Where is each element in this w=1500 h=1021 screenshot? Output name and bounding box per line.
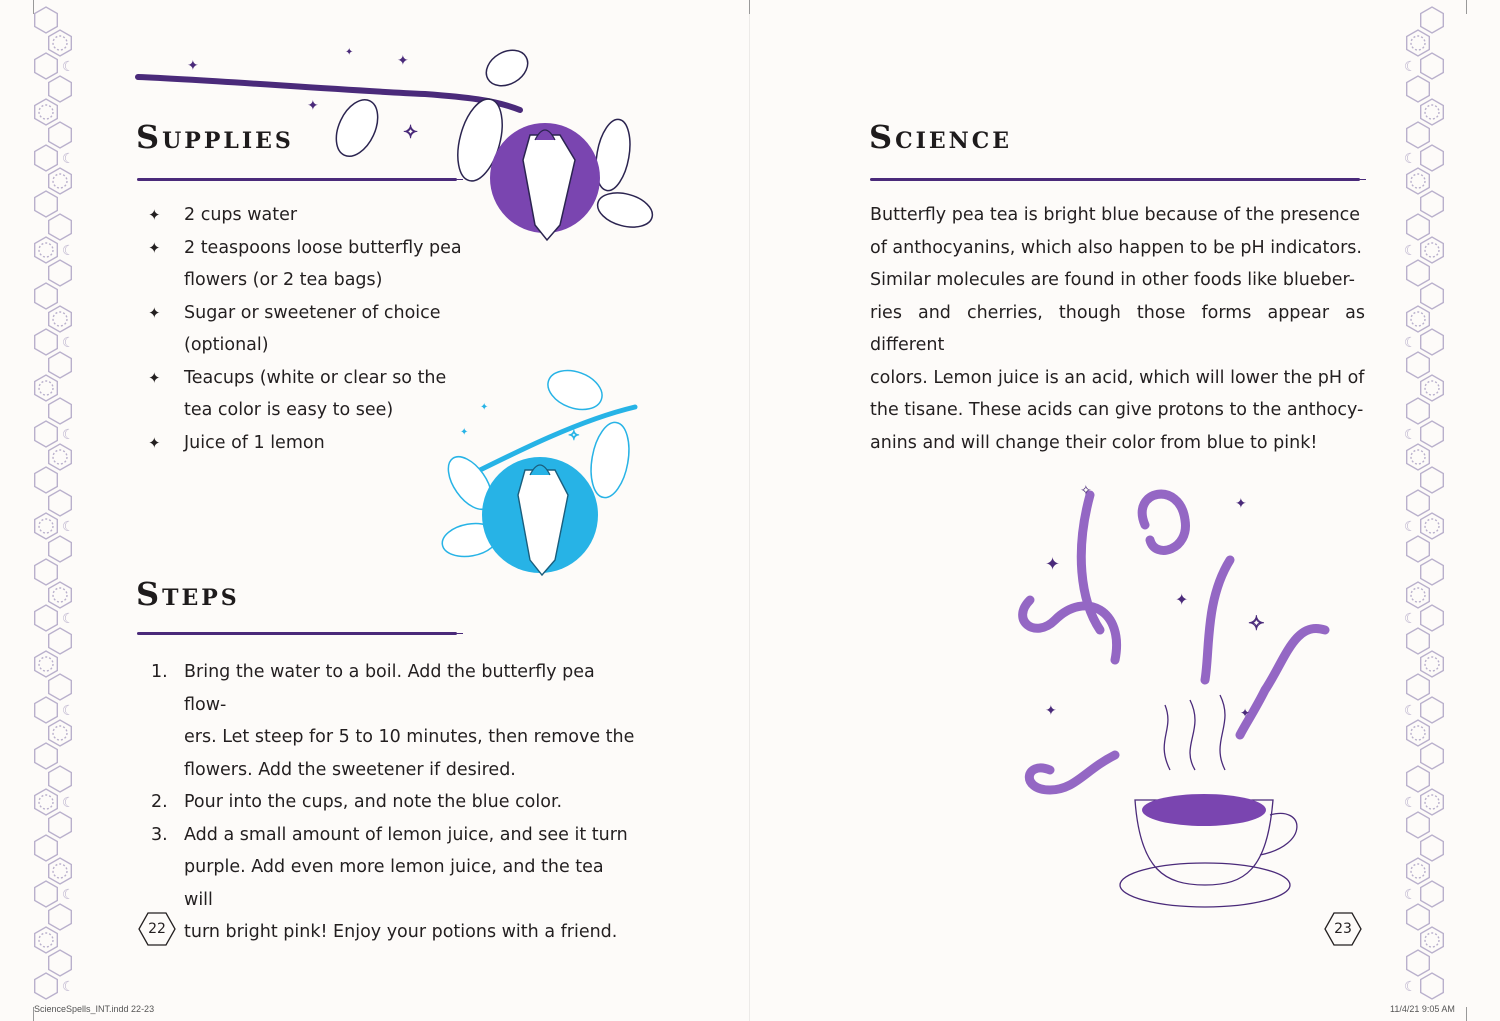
- svg-text:✧: ✧: [1080, 483, 1092, 499]
- hexagon-ring-icon: [49, 674, 72, 700]
- dotted-ring-icon: [1425, 657, 1439, 671]
- dotted-ring-icon: [39, 243, 53, 257]
- hexagon-ring-icon: [1421, 329, 1444, 355]
- crescent-moon-icon: ☾: [62, 703, 75, 719]
- hexagon-ring-icon: [49, 352, 72, 378]
- steps-heading: Steps: [136, 575, 240, 613]
- crescent-moon-icon: ☾: [1404, 151, 1417, 167]
- hexagon-ring-icon: [1407, 260, 1430, 286]
- hexagon-ring-icon: [1421, 881, 1444, 907]
- hexagon-ring-icon: [49, 950, 72, 976]
- science-heading: Science: [869, 118, 1013, 156]
- hexagon-ring-icon: [35, 927, 58, 953]
- hexagon-ring-icon: [1421, 605, 1444, 631]
- hexagon-ring-icon: [1407, 766, 1430, 792]
- hexagon-ring-icon: [35, 605, 58, 631]
- hexagon-ring-icon: [35, 283, 58, 309]
- dotted-ring-icon: [1411, 312, 1425, 326]
- hexagon-ring-icon: [49, 444, 72, 470]
- slug-datetime: 11/4/21 9:05 AM: [1390, 1004, 1455, 1014]
- svg-text:✦: ✦: [460, 427, 469, 438]
- hexagon-ring-icon: [35, 237, 58, 263]
- hexagon-ring-icon: [1407, 168, 1430, 194]
- dotted-ring-icon: [1411, 450, 1425, 464]
- hexagon-ring-icon: [49, 720, 72, 746]
- hexagon-ring-icon: [1407, 444, 1430, 470]
- crescent-moon-icon: ☾: [1404, 427, 1417, 443]
- step-item: 1. Bring the water to a boil. Add the butterfly pea flow-: [151, 662, 595, 715]
- steps-list: [138, 656, 638, 949]
- crescent-moon-icon: ☾: [62, 59, 75, 75]
- dotted-ring-icon: [53, 312, 67, 326]
- right-page: [750, 0, 1500, 1021]
- crescent-moon-icon: ☾: [1404, 887, 1417, 903]
- dotted-ring-icon: [1425, 381, 1439, 395]
- dotted-ring-icon: [1425, 105, 1439, 119]
- hexagon-ring-icon: [35, 145, 58, 171]
- hexagon-ring-icon: [1407, 628, 1430, 654]
- crop-mark: [749, 0, 750, 14]
- star-bullet-icon: ✦: [148, 433, 161, 452]
- dotted-ring-icon: [1411, 726, 1425, 740]
- list-item: ✦ Juice of 1 lemon: [138, 427, 478, 460]
- hexagon-ring-icon: [1421, 835, 1444, 861]
- dotted-ring-icon: [1411, 36, 1425, 50]
- hexagon-ring-icon: [1421, 697, 1444, 723]
- hexagon-ring-icon: [1421, 651, 1444, 677]
- dotted-ring-icon: [1425, 519, 1439, 533]
- hexagon-ring-icon: [49, 536, 72, 562]
- list-item: ✦ 2 teaspoons loose butterfly pea: [138, 232, 478, 265]
- supplies-heading: Supplies: [136, 118, 294, 156]
- hexagon-ring-icon: [1407, 306, 1430, 332]
- hexagon-ring-icon: [1421, 283, 1444, 309]
- hexagon-ring-icon: [1421, 513, 1444, 539]
- hexagon-ring-icon: [49, 168, 72, 194]
- crescent-moon-icon: ☾: [1404, 611, 1417, 627]
- dotted-ring-icon: [39, 933, 53, 947]
- dotted-ring-icon: [39, 105, 53, 119]
- page-number-right: 23: [1324, 910, 1362, 948]
- hexagon-ring-icon: [49, 398, 72, 424]
- dotted-ring-icon: [39, 795, 53, 809]
- svg-text:✦: ✦: [1240, 706, 1251, 720]
- hexagon-ring-icon: [49, 76, 72, 102]
- dotted-ring-icon: [39, 519, 53, 533]
- slug-filename: ScienceSpells_INT.indd 22-23: [34, 1004, 155, 1014]
- crop-mark: [1466, 1007, 1467, 1021]
- svg-text:✧: ✧: [1248, 611, 1265, 635]
- crescent-moon-icon: ☾: [62, 611, 75, 627]
- hexagon-ring-icon: [1421, 7, 1444, 33]
- hexagon-ring-icon: [49, 628, 72, 654]
- dotted-ring-icon: [1411, 588, 1425, 602]
- science-rule: [870, 178, 1360, 181]
- hexagon-ring-icon: [35, 881, 58, 907]
- dotted-ring-icon: [39, 381, 53, 395]
- hexagon-ring-icon: [35, 973, 58, 999]
- hexagon-ring-icon: [1421, 927, 1444, 953]
- svg-text:✧: ✧: [403, 122, 419, 143]
- dotted-ring-icon: [1425, 795, 1439, 809]
- step-item: 3. Add a small amount of lemon juice, and see it turn: [151, 824, 628, 845]
- list-item-continuation: (optional): [184, 335, 269, 355]
- crescent-moon-icon: ☾: [1404, 519, 1417, 535]
- step-item: 2. Pour into the cups, and note the blue color.: [151, 792, 563, 812]
- crescent-moon-icon: ☾: [62, 243, 75, 259]
- hexagon-ring-icon: [49, 904, 72, 930]
- hexagon-ring-icon: [35, 651, 58, 677]
- hexagon-ring-icon: [49, 858, 72, 884]
- dotted-ring-icon: [1425, 933, 1439, 947]
- hexagon-ring-icon: [49, 260, 72, 286]
- hexagon-ring-icon: [35, 375, 58, 401]
- crescent-moon-icon: ☾: [62, 519, 75, 535]
- crescent-moon-icon: ☾: [62, 979, 75, 995]
- hexagon-ring-icon: [49, 30, 72, 56]
- step-item-continuation: turn bright pink! Enjoy your potions with a friend.: [184, 922, 618, 942]
- crop-mark: [1466, 0, 1467, 14]
- hexagon-ring-icon: [1407, 582, 1430, 608]
- hexagon-ring-icon: [1407, 904, 1430, 930]
- hexagon-ring-icon: [1421, 743, 1444, 769]
- list-item: ✦ 2 cups water: [138, 199, 478, 232]
- star-bullet-icon: ✦: [148, 206, 161, 224]
- hexagon-ring-icon: [35, 329, 58, 355]
- hexagon-ring-icon: [35, 513, 58, 539]
- dotted-ring-icon: [53, 450, 67, 464]
- crescent-moon-icon: ☾: [1404, 243, 1417, 259]
- hexagon-ring-icon: [35, 7, 58, 33]
- dotted-ring-icon: [53, 36, 67, 50]
- dotted-ring-icon: [53, 726, 67, 740]
- crescent-moon-icon: ☾: [1404, 979, 1417, 995]
- svg-text:✧: ✧: [568, 428, 580, 444]
- star-bullet-icon: ✦: [148, 368, 161, 387]
- supplies-rule: [137, 178, 457, 181]
- hexagon-ring-icon: [35, 697, 58, 723]
- dotted-ring-icon: [1411, 174, 1425, 188]
- hexagon-ring-icon: [1407, 76, 1430, 102]
- hexagon-ring-icon: [35, 789, 58, 815]
- hexagon-ring-icon: [49, 812, 72, 838]
- svg-text:✦: ✦: [1045, 703, 1057, 719]
- svg-text:✦: ✦: [1045, 554, 1061, 575]
- hexagon-ring-icon: [1407, 352, 1430, 378]
- dotted-ring-icon: [53, 174, 67, 188]
- crescent-moon-icon: ☾: [1404, 59, 1417, 75]
- hexagon-ring-icon: [1421, 145, 1444, 171]
- svg-text:✦: ✦: [1175, 590, 1189, 609]
- dotted-ring-icon: [1425, 243, 1439, 257]
- dotted-ring-icon: [1411, 864, 1425, 878]
- list-item: ✦ Teacups (white or clear so the: [138, 362, 478, 395]
- science-paragraph: Butterfly pea tea is bright blue because of the presence of anthocyanins, which also happen to be pH indicators. Similar molecules are found in other foods like blueber- ries and cherries, though those forms appear as different colors. Lemon juice is an acid, which will lower the pH of the tisane. These acids can give protons to the anthocy- anins and will change their color from blue to pink!: [870, 205, 1365, 453]
- hexagon-ring-icon: [35, 421, 58, 447]
- step-item-continuation: purple. Add even more lemon juice, and the tea will: [184, 857, 604, 910]
- step-item-continuation: ers. Let steep for 5 to 10 minutes, then remove the: [184, 727, 635, 747]
- hexagon-ring-icon: [35, 743, 58, 769]
- hexagon-ring-icon: [1421, 191, 1444, 217]
- hexagon-ring-icon: [49, 582, 72, 608]
- dotted-ring-icon: [53, 864, 67, 878]
- hexagon-ring-icon: [1407, 812, 1430, 838]
- list-item-continuation: tea color is easy to see): [184, 400, 394, 420]
- hexagon-ring-icon: [35, 835, 58, 861]
- crescent-moon-icon: ☾: [1404, 795, 1417, 811]
- hexagon-ring-icon: [1407, 122, 1430, 148]
- hexagon-ring-icon: [49, 306, 72, 332]
- dotted-ring-icon: [53, 588, 67, 602]
- hexagon-ring-icon: [1407, 214, 1430, 240]
- hexagon-ring-icon: [1407, 30, 1430, 56]
- svg-text:✦: ✦: [345, 47, 354, 58]
- hexagon-ring-icon: [1407, 720, 1430, 746]
- hexagon-ring-icon: [1407, 398, 1430, 424]
- hexagon-ring-icon: [1421, 99, 1444, 125]
- svg-text:✦: ✦: [1235, 496, 1247, 512]
- hexagon-ring-icon: [1421, 53, 1444, 79]
- hexagon-ring-icon: [1421, 789, 1444, 815]
- hexagon-ring-icon: [1407, 536, 1430, 562]
- hexagon-ring-icon: [1407, 950, 1430, 976]
- hexagon-ring-icon: [1407, 858, 1430, 884]
- hexagon-ring-icon: [1421, 467, 1444, 493]
- hexagon-ring-icon: [1421, 559, 1444, 585]
- crop-mark: [33, 0, 34, 14]
- list-item-continuation: flowers (or 2 tea bags): [184, 270, 383, 290]
- svg-text:✦: ✦: [397, 53, 409, 69]
- page-number-left: 22: [138, 910, 176, 948]
- crescent-moon-icon: ☾: [62, 151, 75, 167]
- crescent-moon-icon: ☾: [62, 427, 75, 443]
- crescent-moon-icon: ☾: [62, 887, 75, 903]
- star-bullet-icon: ✦: [148, 238, 161, 257]
- molecule-border-right: [1390, 0, 1460, 1021]
- molecule-border-left: [18, 0, 88, 1021]
- list-item: ✦ Sugar or sweetener of choice: [138, 297, 478, 330]
- hexagon-ring-icon: [35, 99, 58, 125]
- hexagon-ring-icon: [1407, 490, 1430, 516]
- hexagon-ring-icon: [35, 191, 58, 217]
- star-bullet-icon: ✦: [148, 303, 161, 322]
- hexagon-ring-icon: [49, 214, 72, 240]
- step-item-continuation: flowers. Add the sweetener if desired.: [184, 759, 516, 780]
- steaming-teacup-illustration: [1005, 470, 1375, 930]
- svg-text:✦: ✦: [187, 58, 199, 74]
- hexagon-ring-icon: [1421, 973, 1444, 999]
- hexagon-ring-icon: [49, 490, 72, 516]
- steps-rule: [137, 632, 457, 635]
- dotted-ring-icon: [39, 657, 53, 671]
- svg-text:✦: ✦: [480, 402, 489, 413]
- hexagon-ring-icon: [1421, 237, 1444, 263]
- hexagon-ring-icon: [35, 467, 58, 493]
- hexagon-ring-icon: [49, 766, 72, 792]
- crescent-moon-icon: ☾: [62, 335, 75, 351]
- hexagon-ring-icon: [49, 122, 72, 148]
- hexagon-ring-icon: [35, 559, 58, 585]
- hexagon-ring-icon: [35, 53, 58, 79]
- svg-text:✦: ✦: [307, 98, 319, 114]
- hexagon-ring-icon: [1407, 674, 1430, 700]
- supplies-list: [138, 199, 478, 459]
- crescent-moon-icon: ☾: [62, 795, 75, 811]
- crescent-moon-icon: ☾: [1404, 335, 1417, 351]
- hexagon-ring-icon: [1421, 375, 1444, 401]
- hexagon-ring-icon: [1421, 421, 1444, 447]
- crescent-moon-icon: ☾: [1404, 703, 1417, 719]
